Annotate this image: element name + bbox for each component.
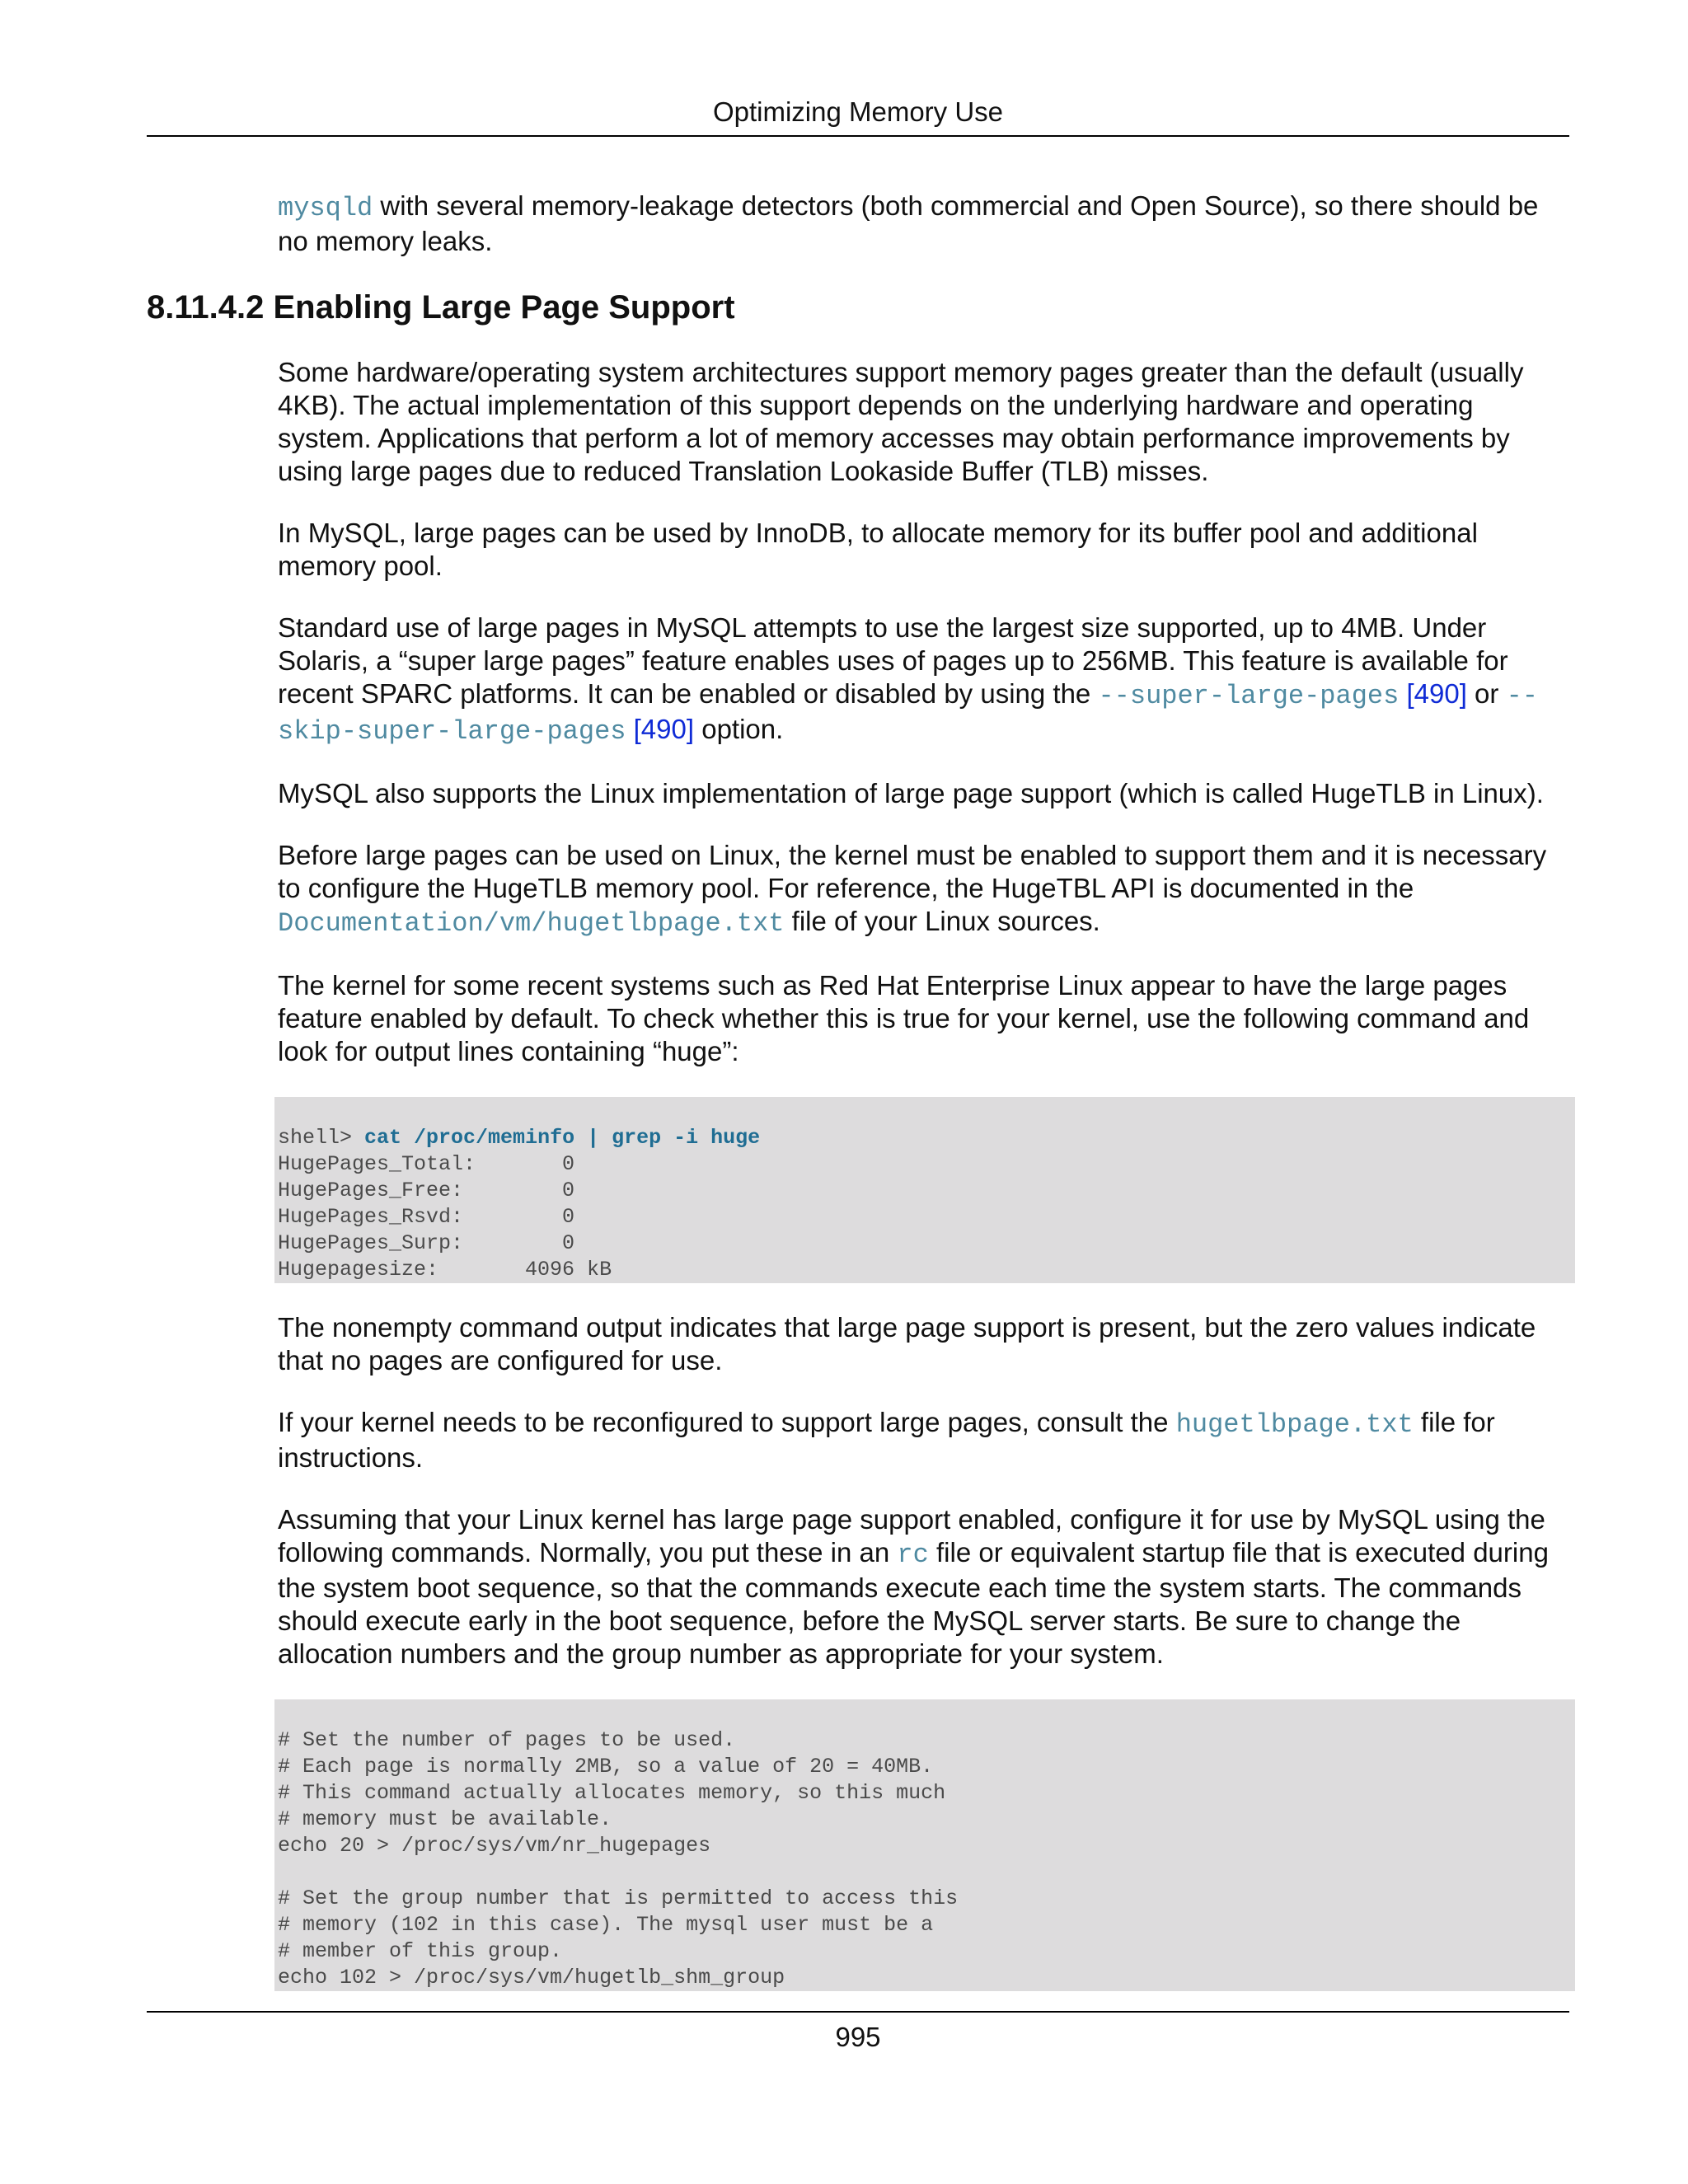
p8-text-b: file for instructions. [278, 1407, 1495, 1473]
paragraph-3 [278, 612, 1572, 748]
p8-text-a: If your kernel needs to be reconfigured to support large pages, consult the [278, 1407, 1176, 1437]
code-line: HugePages_Rsvd: 0 [278, 1205, 575, 1229]
page-header [147, 92, 1569, 137]
mysqld-code: mysqld [278, 193, 373, 223]
hugepages-config-code-block [274, 1699, 1575, 1991]
skip-super-large-pages-link[interactable]: [490] [626, 714, 695, 744]
paragraph-4: MySQL also supports the Linux implementation of large page support (which is called HugeTLB in Linux). [278, 778, 1544, 808]
section-title: 8.11.4.2 Enabling Large Page Support [147, 289, 735, 326]
super-large-pages-link[interactable]: [490] [1399, 678, 1467, 709]
super-large-pages-code: --super-large-pages [1098, 681, 1400, 711]
code-line: # member of this group. [278, 1939, 563, 1963]
paragraph-5 [278, 839, 1572, 940]
intro-text: with several memory-leakage detectors (both commercial and Open Source), so there should be no memory leaks. [278, 190, 1539, 256]
code-line: HugePages_Surp: 0 [278, 1231, 575, 1255]
p5-text-a: Before large pages can be used on Linux, the kernel must be enabled to support them and it is necessary to configure the HugeTLB memory pool. For reference, the HugeTBL API is documented in the [278, 840, 1547, 903]
code-line: HugePages_Total: 0 [278, 1152, 575, 1176]
code-line: # Set the number of pages to be used. [278, 1728, 736, 1752]
paragraph-1: Some hardware/operating system architectures support memory pages greater than the default (usually 4KB). The actual implementation of this support depends on the underlying hardware and operating system. Applications that perform a lot of memory accesses may obtain performance improvements by using large pages due to reduced Translation Lookaside Buffer (TLB) misses. [278, 357, 1524, 486]
page-footer [147, 2011, 1569, 2057]
code-line: # memory (102 in this case). The mysql user must be a [278, 1913, 934, 1937]
code-line: echo 102 > /proc/sys/vm/hugetlb_shm_group [278, 1966, 785, 1990]
intro-paragraph [278, 190, 1572, 258]
paragraph-6: The kernel for some recent systems such as Red Hat Enterprise Linux appear to have the large pages feature enabled by default. To check whether this is true for your kernel, use the following command and look for output lines containing “huge”: [278, 970, 1530, 1066]
p3-text-c: option. [694, 714, 784, 744]
paragraph-2: In MySQL, large pages can be used by InnoDB, to allocate memory for its buffer pool and additional memory pool. [278, 518, 1478, 581]
p9-text-b: file or equivalent startup file that is executed during the system boot sequence, so that the commands execute each time the system starts. The commands should execute early in the boot sequence, before the MySQL server starts. Be sure to change the allocation numbers and the group number as appropriate for your system. [278, 1537, 1549, 1669]
meminfo-code-block [274, 1097, 1575, 1283]
paragraph-9 [278, 1503, 1572, 1671]
code-line: # Set the group number that is permitted to access this [278, 1886, 959, 1910]
shell-prompt: shell> [278, 1126, 365, 1150]
p5-text-b: file of your Linux sources. [784, 906, 1100, 936]
code-line: Hugepagesize: 4096 kB [278, 1258, 612, 1282]
shell-command: cat /proc/meminfo | grep -i huge [364, 1126, 761, 1150]
rc-code: rc [897, 1540, 929, 1570]
page-number: 995 [835, 2022, 881, 2052]
code-line: # Each page is normally 2MB, so a value of 20 = 40MB. [278, 1755, 934, 1779]
skip-super-large-pages-code: --skip-super-large-pages [278, 681, 1538, 747]
page-content [147, 190, 1572, 2019]
code-line [278, 1125, 1572, 1151]
paragraph-8 [278, 1406, 1572, 1474]
hugetlbpage-code: hugetlbpage.txt [1175, 1409, 1414, 1440]
code-line: # memory must be available. [278, 1807, 612, 1831]
p3-text-b: or [1466, 678, 1507, 709]
p9-text-a: Assuming that your Linux kernel has large page support enabled, configure it for use by MySQL using the following commands. Normally, you put these in an [278, 1504, 1545, 1568]
header-title: Optimizing Memory Use [712, 96, 1004, 127]
hugetlbpage-path-code: Documentation/vm/hugetlbpage.txt [278, 908, 785, 939]
code-line [278, 1859, 1572, 1886]
p3-text-a: Standard use of large pages in MySQL attempts to use the largest size supported, up to 4MB. Under Solaris, a “super large pages” feature enables uses of pages up to 256MB. This feature is available for recent SPARC platforms. It can be enabled or disabled by using the [278, 612, 1508, 709]
code-line: HugePages_Free: 0 [278, 1179, 575, 1202]
code-line: # This command actually allocates memory, so this much [278, 1781, 946, 1805]
code-line: echo 20 > /proc/sys/vm/nr_hugepages [278, 1834, 711, 1858]
paragraph-7: The nonempty command output indicates that large page support is present, but the zero values indicate that no pages are configured for use. [278, 1312, 1536, 1376]
